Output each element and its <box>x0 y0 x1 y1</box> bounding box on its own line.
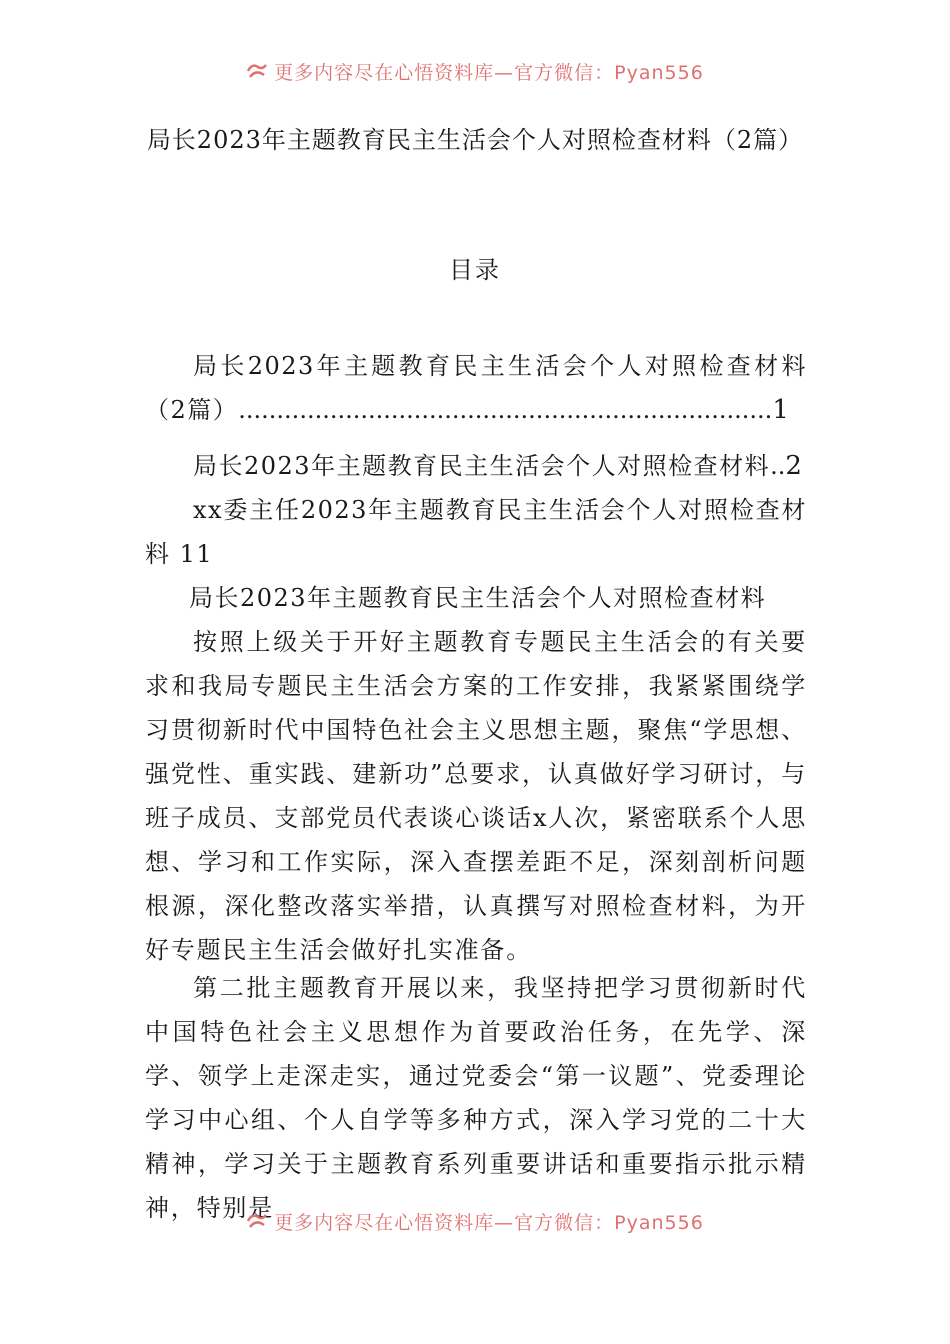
paragraph-2: 第二批主题教育开展以来，我坚持把学习贯彻新时代中国特色社会主义思想作为首要政治任务，在先学、深学、领学上走深走实，通过党委会“第一议题”、党委理论学习中心组、个人自学等多种方式，深入学习党的二十大精神，学习关于主题教育系列重要讲话和重要指示批示精神，特别是 <box>145 974 807 1222</box>
toc-heading: 目录 <box>449 256 501 284</box>
toc-entry-1[interactable] <box>145 344 807 432</box>
toc-entry-page: 1 <box>772 395 791 425</box>
toc-entry-label: 局长2023年主题教育民主生活会个人对照检查材料 <box>193 452 771 480</box>
toc-entry-3[interactable] <box>145 488 807 576</box>
toc-entry-page: 2 <box>785 451 804 481</box>
toc-entry-page: 11 <box>179 540 214 568</box>
toc-entry-leader: .. <box>770 452 786 480</box>
document-title: 局长2023年主题教育民主生活会个人对照检查材料（2篇） <box>146 126 804 154</box>
watermark-text: 更多内容尽在心悟资料库—官方微信：Pyan556 <box>274 62 704 84</box>
toc-entry-2[interactable] <box>193 444 807 488</box>
watermark-logo-icon <box>246 61 268 86</box>
section-title: 局长2023年主题教育民主生活会个人对照检查材料 <box>189 584 767 612</box>
toc-entry-label: xx委主任2023年主题教育民主生活会个人对照检查材料 <box>145 496 807 568</box>
watermark-text: 更多内容尽在心悟资料库—官方微信：Pyan556 <box>274 1212 704 1234</box>
toc-entry-leader: ...................................................................... <box>238 396 773 424</box>
paragraph-1: 按照上级关于开好主题教育专题民主生活会的有关要求和我局专题民主生活会方案的工作安排，我紧紧围绕学习贯彻新时代中国特色社会主义思想主题，聚焦“学思想、强党性、重实践、建新功”总要求，认真做好学习研讨，与班子成员、支部党员代表谈心谈话x人次，紧密联系个人思想、学习和工作实际，深入查摆差距不足，深刻剖析问题根源，深化整改落实举措，认真撰写对照检查材料，为开好专题民主生活会做好扎实准备。 <box>145 628 807 964</box>
watermark-header <box>0 58 950 86</box>
watermark-logo-icon <box>246 1211 268 1236</box>
toc-entry-label: 局长2023年主题教育民主生活会个人对照检查材料（2篇） <box>145 352 807 424</box>
watermark-footer <box>0 1208 950 1236</box>
